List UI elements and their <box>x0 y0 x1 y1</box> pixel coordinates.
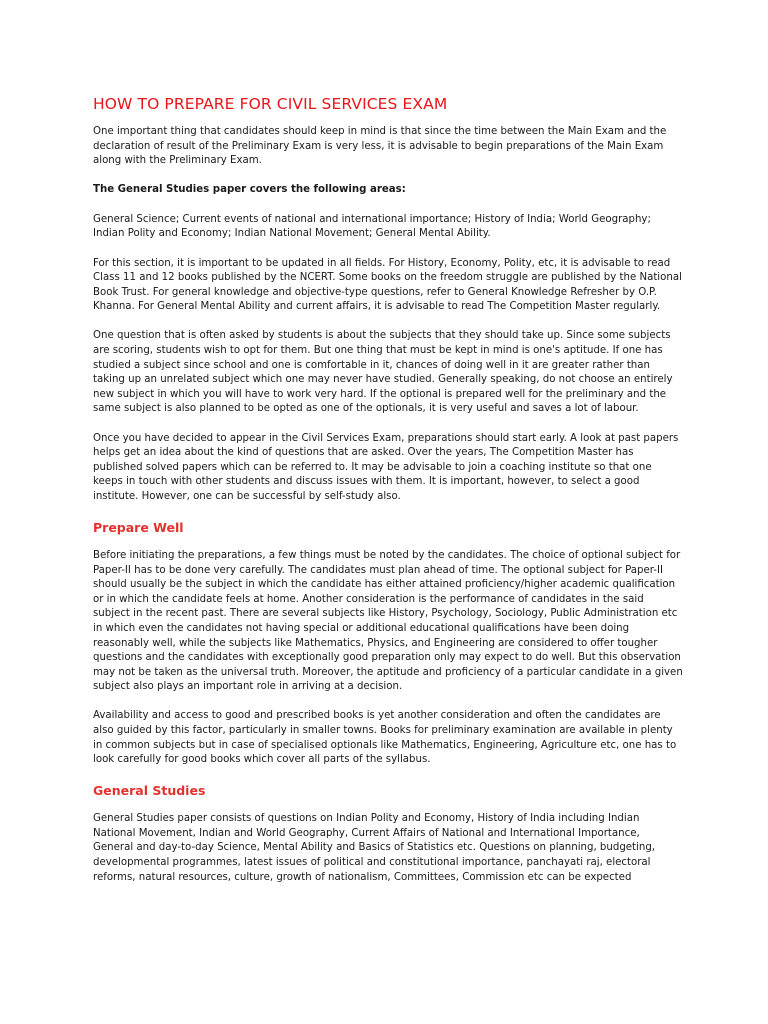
start-early-paragraph: Once you have decided to appear in the Civil Services Exam, preparations should start early. A look at past papers helps get an idea about the kind of questions that are asked. Over the years, The Competition Master has published solved papers which can be referred to. It may be advisable to join a coaching institute so that one keeps in touch with other students and discuss issues with them. It is important, however, to select a good institute. However, one can be successful by self-study also. <box>93 432 679 502</box>
prepare-well-heading: Prepare Well <box>93 519 184 535</box>
general-studies-paragraph-1: General Studies paper consists of questions on Indian Polity and Economy, History of India including Indian National Movement, Indian and World Geography, Current Affairs of National and International Importance, General and day-to-day Science, Mental Ability and Basics of Statistics etc. Questions on planning, budgeting, developmental programmes, latest issues of political and constitutional importance, panchayati raj, electoral reforms, natural resources, culture, growth of nationalism, Committees, Commission etc can be expected <box>93 813 656 883</box>
areas-paragraph: General Science; Current events of national and international importance; History of India; World Geography; Indian Polity and Economy; Indian National Movement; General Mental Ability. <box>93 213 651 240</box>
prepare-well-paragraph-1: Before initiating the preparations, a few things must be noted by the candidates. The choice of optional subject for Paper-II has to be done very carefully. The candidates must plan ahead of time. The optional subject for Paper-II should usually be the subject in which the candidate has either attained proficiency/higher academic qualification or in which the candidate feels at home. Another consideration is the performance of candidates in the said subject in the recent past. There are several subjects like History, Psychology, Sociology, Public Administration etc in which even the candidates not having special or additional educational qualifications have been doing reasonably well, while the subjects like Mathematics, Physics, and Engineering are considered to offer tougher questions and the candidates with exceptionally good preparation only may expect to do well. But this observation may not be taken as the universal truth. Moreover, the aptitude and proficiency of a particular candidate in a given subject also plays an important role in arriving at a decision. <box>93 549 683 693</box>
optional-subjects-paragraph: One question that is often asked by students is about the subjects that they should take up. Since some subjects are scoring, students wish to opt for them. But one thing that must be kept in mind is one's aptitude. If one has studied a subject since school and one is comfortable in it, chances of doing well in it are greater rather than taking up an unrelated subject which one may never have studied. Generally speaking, do not choose an entirely new subject in which you will have to work very hard. If the optional is prepared well for the preliminary and the same subject is also planned to be opted as one of the optionals, it is very useful and saves a lot of labour. <box>93 330 673 415</box>
intro-paragraph: One important thing that candidates should keep in mind is that since the time between the Main Exam and the declaration of result of the Preliminary Exam is very less, it is advisable to begin preparations of the Main Exam along with the Preliminary Exam. <box>93 126 667 167</box>
general-studies-heading: General Studies <box>93 783 206 799</box>
prepare-well-paragraph-2: Availability and access to good and prescribed books is yet another consideration and often the candidates are also guided by this factor, particularly in smaller towns. Books for preliminary examination are available in plenty in common subjects but in case of specialised optionals like Mathematics, Engineering, Agriculture etc, one has to look carefully for good books which cover all parts of the syllabus. <box>93 710 677 766</box>
document-title: HOW TO PREPARE FOR CIVIL SERVICES EXAM <box>93 95 448 113</box>
areas-heading: The General Studies paper covers the following areas: <box>93 184 406 196</box>
books-advice-paragraph: For this section, it is important to be updated in all fields. For History, Economy, Polity, etc, it is advisable to read Class 11 and 12 books published by the NCERT. Some books on the freedom struggle are published by the National Book Trust. For general knowledge and objective-type questions, refer to General Knowledge Refresher by O.P. Khanna. For General Mental Ability and current affairs, it is advisable to read The Competition Master regularly. <box>93 257 682 313</box>
document-page <box>93 93 683 900</box>
